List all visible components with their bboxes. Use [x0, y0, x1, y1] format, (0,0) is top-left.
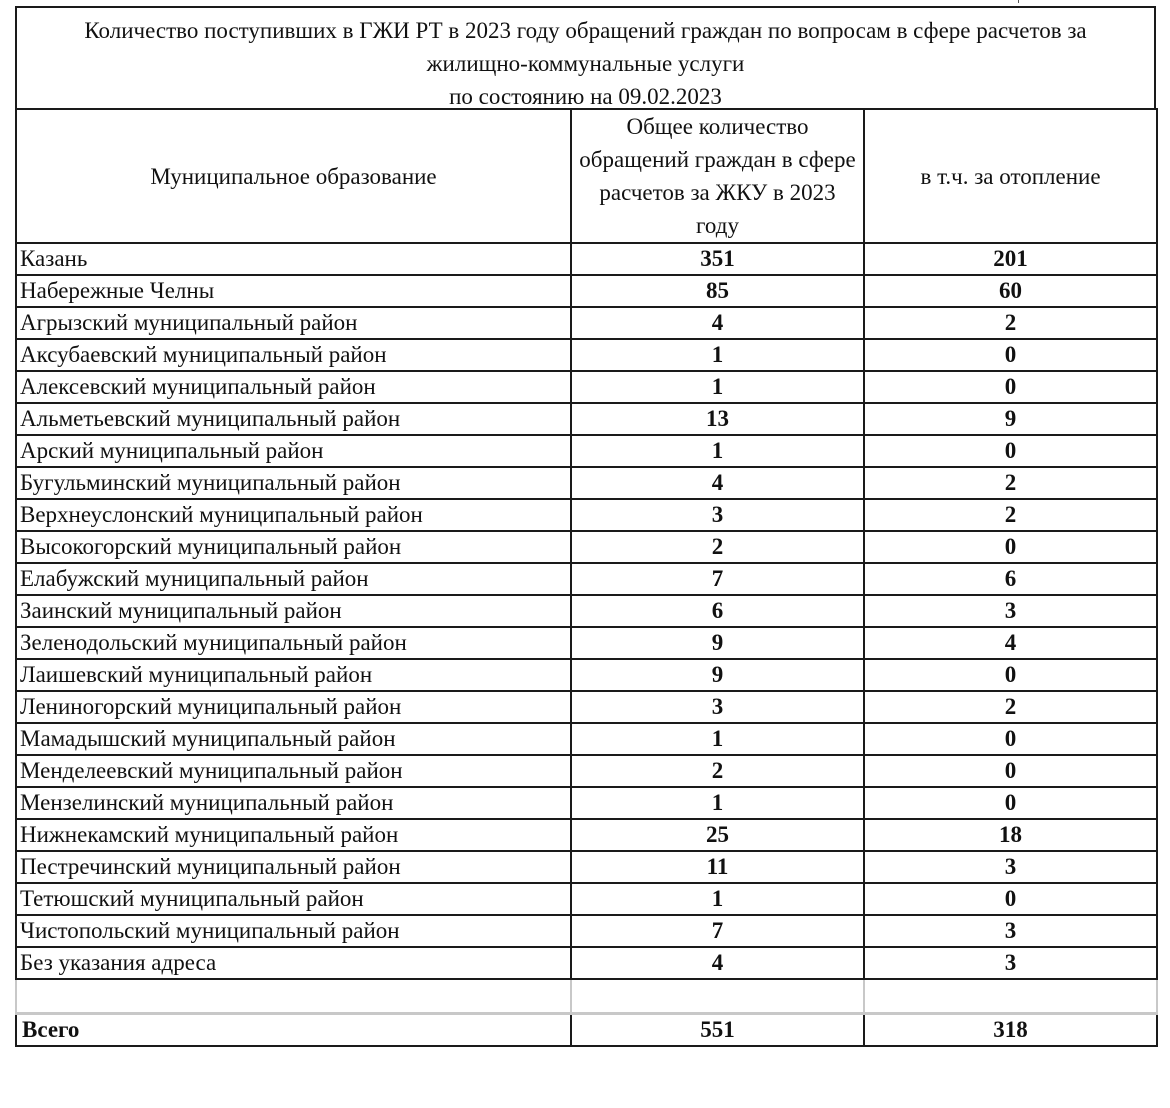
municipality-name: Альметьевский муниципальный район [16, 403, 571, 435]
municipality-name: Бугульминский муниципальный район [16, 467, 571, 499]
table-row [16, 243, 1157, 275]
heating-appeals-value: 0 [864, 435, 1157, 467]
municipality-name: Набережные Челны [16, 275, 571, 307]
table-row [16, 531, 1157, 563]
spacer-cell [571, 979, 864, 1014]
table-row [16, 755, 1157, 787]
heating-appeals-value: 2 [864, 307, 1157, 339]
table-row [16, 787, 1157, 819]
total-appeals-value: 1 [571, 435, 864, 467]
total-appeals-value: 1 [571, 371, 864, 403]
heating-appeals-value: 0 [864, 883, 1157, 915]
municipality-name: Заинский муниципальный район [16, 595, 571, 627]
heating-appeals-value: 9 [864, 403, 1157, 435]
heating-appeals-value: 0 [864, 339, 1157, 371]
title-line-3: по состоянию на 09.02.2023 [449, 84, 722, 109]
heating-appeals-value: 0 [864, 723, 1157, 755]
heating-appeals-value: 18 [864, 819, 1157, 851]
total-appeals-value: 1 [571, 883, 864, 915]
total-appeals-value: 85 [571, 275, 864, 307]
table-row [16, 403, 1157, 435]
municipality-name: Мензелинский муниципальный район [16, 787, 571, 819]
heating-appeals-value: 0 [864, 755, 1157, 787]
municipality-name: Верхнеуслонский муниципальный район [16, 499, 571, 531]
total-appeals-value: 25 [571, 819, 864, 851]
table-header-row [16, 109, 1157, 243]
total-appeals-value: 7 [571, 915, 864, 947]
heating-appeals-value: 3 [864, 595, 1157, 627]
total-appeals-value: 2 [571, 755, 864, 787]
table-row [16, 499, 1157, 531]
municipality-name: Аксубаевский муниципальный район [16, 339, 571, 371]
table-row [16, 819, 1157, 851]
municipality-name: Алексевский муниципальный район [16, 371, 571, 403]
heating-appeals-value: 4 [864, 627, 1157, 659]
table-row [16, 595, 1157, 627]
municipality-name: Казань [16, 243, 571, 275]
total-appeals-value: 9 [571, 627, 864, 659]
heating-appeals-value: 0 [864, 371, 1157, 403]
total-appeals-value: 1 [571, 787, 864, 819]
table-row [16, 947, 1157, 979]
top-edge-mark [1018, 0, 1019, 3]
total-appeals-value: 1 [571, 339, 864, 371]
municipality-name: Без указания адреса [16, 947, 571, 979]
municipality-name: Агрызский муниципальный район [16, 307, 571, 339]
heating-appeals-value: 201 [864, 243, 1157, 275]
total-appeals-value: 3 [571, 691, 864, 723]
heating-appeals-value: 3 [864, 947, 1157, 979]
table-row [16, 467, 1157, 499]
heating-appeals-value: 0 [864, 531, 1157, 563]
header-total-appeals: Общее количество обращений граждан в сфере расчетов за ЖКУ в 2023 году [571, 109, 864, 243]
heating-appeals-value: 2 [864, 691, 1157, 723]
total-appeals-value: 7 [571, 563, 864, 595]
municipality-name: Арский муниципальный район [16, 435, 571, 467]
table-row [16, 691, 1157, 723]
top-edge-fragment [0, 0, 1170, 5]
municipality-name: Нижнекамский муниципальный район [16, 819, 571, 851]
table-row [16, 275, 1157, 307]
heating-appeals-value: 2 [864, 499, 1157, 531]
table-row [16, 723, 1157, 755]
municipality-name: Высокогорский муниципальный район [16, 531, 571, 563]
total-row [16, 1014, 1157, 1047]
total-appeals-value: 4 [571, 947, 864, 979]
municipality-name: Лениногорский муниципальный район [16, 691, 571, 723]
total-appeals-value: 9 [571, 659, 864, 691]
municipality-name: Менделеевский муниципальный район [16, 755, 571, 787]
table-row [16, 563, 1157, 595]
table-row [16, 339, 1157, 371]
table-row [16, 659, 1157, 691]
municipality-name: Лаишевский муниципальный район [16, 659, 571, 691]
header-municipality: Муниципальное образование [16, 109, 571, 243]
municipality-name: Зеленодольский муниципальный район [16, 627, 571, 659]
table-body [16, 243, 1157, 979]
table-row [16, 371, 1157, 403]
total-appeals-value: 3 [571, 499, 864, 531]
municipality-name: Мамадышский муниципальный район [16, 723, 571, 755]
total-appeals-value: 13 [571, 403, 864, 435]
total-appeals-value: 11 [571, 851, 864, 883]
header-heating: в т.ч. за отопление [864, 109, 1157, 243]
total-appeals-value: 2 [571, 531, 864, 563]
heating-appeals-value: 0 [864, 787, 1157, 819]
table-row [16, 915, 1157, 947]
appeals-table [15, 108, 1158, 1047]
municipality-name: Пестречинский муниципальный район [16, 851, 571, 883]
table-row [16, 851, 1157, 883]
total-label: Всего [16, 1014, 571, 1047]
table-row [16, 883, 1157, 915]
heating-appeals-value: 2 [864, 467, 1157, 499]
heating-appeals-value: 3 [864, 851, 1157, 883]
table-row [16, 435, 1157, 467]
total-appeals-value: 351 [571, 243, 864, 275]
total-heating-sum: 318 [864, 1014, 1157, 1047]
total-appeals-value: 4 [571, 467, 864, 499]
report-sheet [15, 6, 1156, 1047]
report-title [15, 6, 1156, 108]
total-appeals-value: 1 [571, 723, 864, 755]
spacer-row [16, 979, 1157, 1014]
total-appeals-sum: 551 [571, 1014, 864, 1047]
title-line-1: Количество поступивших в ГЖИ РТ в 2023 году обращений граждан по вопросам в сфере расчетов за [84, 18, 1087, 43]
table-row [16, 307, 1157, 339]
total-appeals-value: 4 [571, 307, 864, 339]
spacer-cell [16, 979, 571, 1014]
heating-appeals-value: 6 [864, 563, 1157, 595]
heating-appeals-value: 0 [864, 659, 1157, 691]
municipality-name: Елабужский муниципальный район [16, 563, 571, 595]
table-row [16, 627, 1157, 659]
heating-appeals-value: 60 [864, 275, 1157, 307]
spacer-cell [864, 979, 1157, 1014]
heating-appeals-value: 3 [864, 915, 1157, 947]
municipality-name: Чистопольский муниципальный район [16, 915, 571, 947]
municipality-name: Тетюшский муниципальный район [16, 883, 571, 915]
title-line-2: жилищно-коммунальные услуги [426, 51, 745, 76]
total-appeals-value: 6 [571, 595, 864, 627]
